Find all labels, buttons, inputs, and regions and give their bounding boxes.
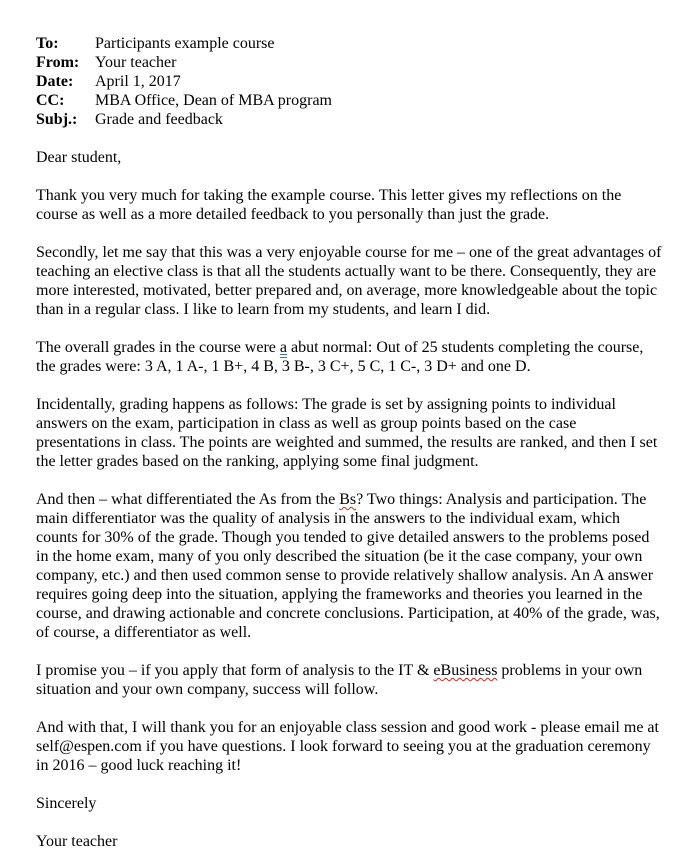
text-segment: The overall grades in the course were [36,339,280,356]
memo-header-label: To: [36,35,59,52]
letter-paragraph [36,338,664,376]
letter-paragraph [36,661,664,699]
spell-flagged-text: eBusiness [433,662,498,679]
text-segment: I promise you – if you apply that form of analysis to the IT & [36,662,434,679]
spell-flagged-text: Bs [339,491,357,508]
text-segment: And then – what differentiated the As from the [36,491,340,508]
text-segment: ? Two things: Analysis and participation. The main differentiator was the quality of analysis in the answers to the individual exam, which counts for 30% of the grade. Though you tended to give detailed answers to the problems posed in the home exam, many of you only described the situation (be it the case company, your own company, etc.) and then used common sense to provide relatively shallow analysis. An A answer requires going deep into the situation, applying the frameworks and theories you learned in the course, and drawing actionable and concrete conclusions. Participation, at 40% of the grade, was, of course, a differentiator as well. [36,491,660,641]
memo-header-row [36,91,664,110]
memo-header-value: April 1, 2017 [95,73,181,90]
letter-paragraph [36,718,664,775]
memo-header-label: From: [36,54,80,71]
text-segment: And with that, I will thank you for an enjoyable class session and good work - please email me at self@espen.com if you have questions. I look forward to seeing you at the graduation ceremony in 2016 – good luck reaching it! [36,719,659,774]
memo-header-value: Your teacher [95,54,177,71]
text-segment: problems in your own situation and your own company, success will follow. [36,662,643,698]
closing: Sincerely [36,795,97,812]
memo-header-value: Participants example course [95,35,275,52]
letter-body [36,186,664,775]
memo-header-row [36,110,664,129]
letter-paragraph [36,395,664,471]
letter-paragraph [36,243,664,319]
grammar-flagged-text: a [279,339,287,356]
memo-header-value: MBA Office, Dean of MBA program [95,92,332,109]
letter-paragraph [36,490,664,642]
memo-header-label: Date: [36,73,74,90]
text-segment: Thank you very much for taking the example course. This letter gives my reflections on the course as well as a more detailed feedback to you personally than just the grade. [36,187,622,223]
text-segment: Incidentally, grading happens as follows: The grade is set by assigning points to individual answers on the exam, participation in class as well as group points based on the case presentations in class. The points are weighted and summed, the results are ranked, and then I set the letter grades based on the ranking, applying some final judgment. [36,396,658,470]
signature: Your teacher [36,833,118,850]
memo-header-label: Subj.: [36,111,78,128]
memo-header-row [36,53,664,72]
memo-header-row [36,72,664,91]
memo-header [36,34,664,129]
memo-header-row [36,34,664,53]
letter-paragraph [36,186,664,224]
text-segment: Secondly, let me say that this was a very enjoyable course for me – one of the great advantages of teaching an elective class is that all the students actually want to be there. Consequently, they are more interested, motivated, better prepared and, on average, more knowledgeable about the topic than in a regular class. I like to learn from my students, and learn I did. [36,244,662,318]
memo-header-value: Grade and feedback [95,111,223,128]
memo-header-label: CC: [36,92,65,109]
text-segment: abut normal: Out of 25 students completing the course, the grades were: 3 A, 1 A-, 1 B+, 4 B, 3 B-, 3 C+, 5 C, 1 C-, 3 D+ and one D. [36,339,644,375]
salutation: Dear student, [36,149,122,166]
